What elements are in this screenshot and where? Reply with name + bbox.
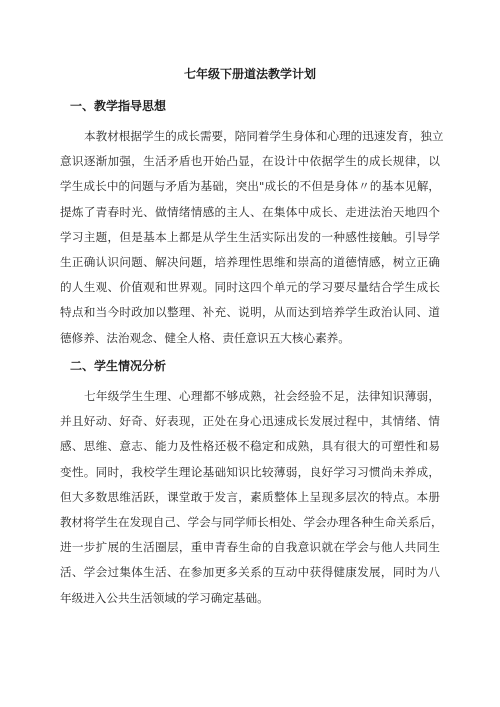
paragraph-line: 生正确认识问题、解决问题，培养理性思维和崇高的道德情感，树立正确	[60, 254, 440, 269]
paragraph-line: 感、思维、意志、能力及性格还极不稳定和成熟，具有很大的可塑性和易	[60, 439, 440, 454]
paragraph-student-analysis	[60, 384, 443, 611]
paragraph-line: 变性。同时，我校学生理论基础知识比较薄弱，良好学习习惯尚未养成，	[60, 464, 440, 479]
paragraph-line: 特点和当今时政加以整理、补充、说明，从而达到培养学生政治认同、道	[60, 305, 440, 320]
paragraph-line: 提炼了青春时光、做情绪情感的主人、在集体中成长、走进法治天地四个	[60, 204, 440, 219]
section-heading-student-analysis: 二、学生情况分析	[70, 359, 167, 373]
paragraph-line: 本教材根据学生的成长需要，陪同着学生身体和心理的迅速发育，独立	[84, 129, 444, 143]
section-heading-teaching-guidance: 一、教学指导思想	[70, 99, 167, 113]
paragraph-line: 但大多数思维活跃，课堂敢于发言，素质整体上呈现多层次的特点。本册	[60, 489, 440, 504]
paragraph-line: 学生成长中的问题与矛盾为基础，突出"成长的不但是身体〃的基本见解，	[60, 179, 440, 194]
paragraph-line: 的人生观、价值观和世界观。同时这四个单元的学习要尽量结合学生成长	[60, 280, 440, 295]
paragraph-line: 意识逐渐加强，生活矛盾也开始凸显，在设计中依据学生的成长规律，以	[60, 154, 440, 169]
paragraph-line: 教材将学生在发现自己、学会与同学师长相处、学会办理各种生命关系后，	[60, 514, 443, 529]
paragraph-teaching-guidance	[60, 124, 444, 351]
paragraph-line: 进一步扩展的生活圈层，重申青春生命的自我意识就在学会与他人共同生	[60, 540, 440, 555]
paragraph-line: 年级进入公共生活领域的学习确定基础。	[60, 590, 269, 605]
paragraph-line: 七年级学生生理、心理都不够成熟，社会经验不足，法律知识薄弱，	[84, 389, 440, 403]
paragraph-line: 活、学会过集体生活、在参加更多关系的互动中获得健康发展，同时为八	[60, 565, 440, 580]
paragraph-line: 并且好动、好奇、好表现，正处在身心迅速成长发展过程中，其情绪、情	[60, 414, 440, 429]
document-title: 七年级下册道法教学计划	[183, 67, 316, 81]
paragraph-line: 德修养、法治观念、健全人格、责任意识五大核心素养。	[60, 330, 350, 345]
paragraph-line: 学习主题，但是基本上都是从学生生活实际出发的一种感性接触。引导学	[60, 229, 440, 244]
